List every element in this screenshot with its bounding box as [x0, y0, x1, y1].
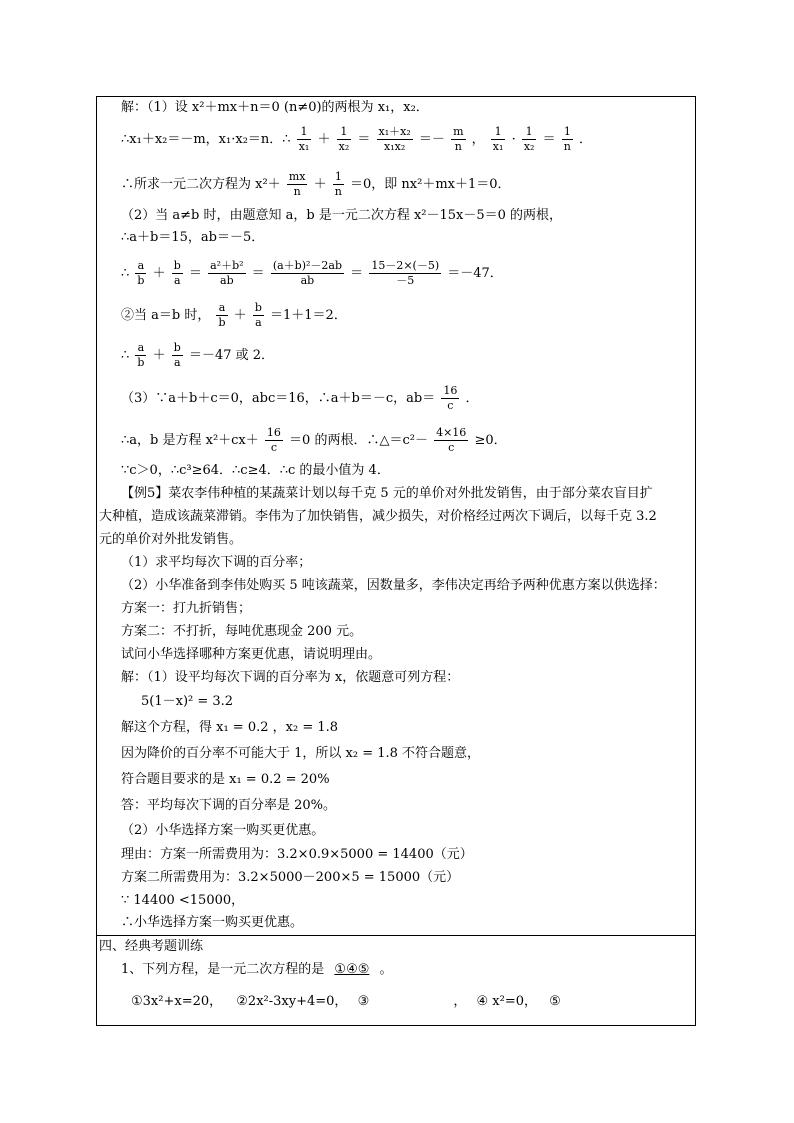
fraction — [271, 259, 344, 288]
text: ∴a，b 是方程 x²＋cx＋ — [121, 433, 259, 448]
text: ＝－ — [418, 132, 445, 147]
op: ＝ — [542, 132, 556, 147]
denominator: n — [293, 185, 301, 198]
op: ＝ — [357, 132, 371, 147]
op: · — [511, 132, 516, 147]
fraction — [491, 125, 506, 154]
section-heading: 四、经典考题训练 — [99, 939, 204, 954]
numerator: 1 — [491, 125, 506, 140]
fraction — [562, 125, 573, 154]
fraction — [297, 125, 312, 154]
numerator: b — [173, 259, 181, 272]
denominator: x₁ — [298, 140, 310, 153]
op: ＋ — [233, 308, 247, 323]
text: 1、下列方程，是一元二次方程的是 — [121, 962, 325, 977]
example-5-line-3: 元的单价对外批发销售。 — [99, 532, 243, 547]
option-5: ⑤ — [549, 994, 561, 1009]
text: ≥0． — [474, 433, 507, 448]
denominator: b — [137, 274, 145, 287]
op: ＝ — [350, 266, 364, 281]
numerator: a — [135, 341, 146, 356]
text: ＝－47 或 2． — [188, 348, 275, 363]
fraction — [522, 125, 537, 154]
denominator: c — [447, 399, 454, 412]
denominator: a — [174, 356, 181, 369]
denominator: n — [563, 140, 571, 153]
text: ＝－47． — [447, 266, 503, 281]
solution-line-7 — [121, 301, 347, 330]
text: ＝0，即 nx²＋mx＋1＝0． — [350, 177, 511, 192]
fraction — [441, 384, 459, 413]
solution-line-11: ∵c＞0，∴c³≥64．∴c≥4．∴c 的最小值为 4． — [121, 463, 390, 478]
solution-line-10 — [121, 426, 507, 455]
text: ＝1＋1＝2． — [270, 308, 347, 323]
denominator: c — [270, 441, 277, 454]
denominator: x₁ — [492, 140, 504, 153]
fraction — [377, 125, 413, 154]
option-4: ④ x²=0， — [476, 994, 538, 1009]
plan-2: 方案二：不打折，每吨优惠现金 200 元。 — [121, 624, 363, 639]
answer-line-4: 符合题目要求的是 x₁ = 0.2 = 20% — [121, 772, 330, 787]
example-5-line-2: 大种植，造成该蔬菜滞销。李伟为了加快销售，减少损失，对价格经过两次下调后，以每千克 3.2 — [99, 509, 657, 524]
option-1: ①3x²+x=20， — [131, 994, 223, 1009]
text: ∴所求一元二次方程为 x²＋ — [121, 177, 281, 192]
denominator: x₂ — [338, 140, 350, 153]
denominator: －5 — [396, 274, 415, 287]
numerator: 1 — [522, 125, 537, 140]
answer-line-5: 答：平均每次下调的百分率是 20%。 — [121, 798, 337, 813]
denominator: b — [218, 316, 226, 329]
answer-line-6: （2）小华选择方案一购买更优惠。 — [121, 823, 325, 838]
op: ＋ — [313, 177, 327, 192]
equation: 5(1－x)² = 3.2 — [141, 694, 234, 709]
fraction — [369, 259, 441, 288]
op: ＝ — [188, 266, 202, 281]
denominator: x₁x₂ — [384, 140, 406, 153]
option-3: ③ — [357, 994, 370, 1009]
numerator: 1 — [337, 125, 352, 140]
exercise-1-options — [131, 993, 561, 1011]
numerator: 1 — [562, 125, 573, 140]
fraction — [216, 301, 227, 330]
numerator: (a＋b)²－2ab — [272, 259, 343, 272]
solution-line-1: 解：（1）设 x²＋mx＋n＝0 (n≠0)的两根为 x₁，x₂． — [121, 100, 429, 115]
row-divider — [96, 935, 696, 936]
op: ＋ — [152, 348, 166, 363]
answer-line-10: ∴小华选择方案一购买更优惠。 — [121, 915, 304, 930]
fraction — [451, 125, 465, 154]
numerator: a — [216, 301, 227, 316]
op: ＋ — [152, 266, 166, 281]
denominator: ab — [300, 274, 315, 287]
fraction — [208, 259, 245, 288]
numerator: 15－2×(－5) — [371, 259, 440, 272]
denominator: n — [334, 185, 342, 198]
fraction — [337, 125, 352, 154]
text: ＝0 的两根．∴△＝c²－ — [289, 433, 428, 448]
solution-line-8 — [121, 341, 274, 370]
solution-line-3 — [121, 170, 511, 199]
answer-line-7: 理由：方案一所需费用为：3.2×0.9×5000 = 14400（元） — [121, 847, 473, 862]
fraction — [172, 259, 183, 288]
example-5-line-1: 【例5】菜农李伟种植的某蔬菜计划以每千克 5 元的单价对外批发销售，由于部分菜农盲目扩 — [121, 486, 653, 501]
denominator: a — [174, 274, 181, 287]
text: ， — [471, 132, 485, 147]
text: ∴x₁＋x₂＝－m，x₁·x₂＝n．∴ — [121, 132, 291, 147]
numerator: a²＋b² — [210, 259, 244, 272]
numerator: b — [173, 341, 181, 354]
answer-line-1: 解：（1）设平均每次下调的百分率为 x，依题意可列方程： — [121, 670, 460, 685]
solution-line-2 — [121, 125, 592, 154]
text: ． — [579, 132, 593, 147]
op: ＋ — [317, 132, 331, 147]
text: 。 — [379, 962, 393, 977]
text: （3）∵a＋b＋c＝0，abc＝16，∴a＋b＝－c，ab＝ — [121, 391, 436, 406]
op: ＝ — [251, 266, 265, 281]
solution-line-6 — [121, 259, 503, 288]
separator: ， — [453, 994, 467, 1009]
numerator: m — [453, 125, 464, 138]
numerator: 1 — [297, 125, 312, 140]
question-prompt: 试问小华选择哪种方案更优惠，请说明理由。 — [121, 647, 382, 662]
fraction — [287, 170, 308, 199]
denominator: c — [448, 441, 455, 454]
answer-line-2: 解这个方程，得 x₁ = 0.2 ，x₂ = 1.8 — [121, 720, 339, 735]
fraction — [434, 426, 468, 455]
fraction — [172, 341, 183, 370]
exercise-1 — [121, 961, 393, 979]
denominator: x₂ — [523, 140, 535, 153]
denominator: b — [137, 356, 145, 369]
fraction — [253, 301, 264, 330]
numerator: 1 — [333, 170, 344, 185]
numerator: 16 — [266, 426, 281, 439]
answer-line-3: 因为降价的百分率不可能大于 1，所以 x₂ = 1.8 不符合题意， — [121, 746, 481, 761]
question-2: （2）小华准备到李伟处购买 5 吨该蔬菜，因数量多，李伟决定再给予两种优惠方案以供选择： — [121, 578, 666, 593]
numerator: a — [135, 259, 146, 274]
numerator: b — [254, 301, 262, 314]
option-2: ②2x²-3xy+4=0， — [236, 994, 348, 1009]
denominator: ab — [220, 274, 234, 287]
denominator: a — [255, 316, 262, 329]
solution-line-9 — [121, 384, 479, 413]
numerator: 16 — [443, 384, 458, 397]
fraction — [135, 341, 146, 370]
numerator: x₁＋x₂ — [378, 125, 411, 138]
answer-blank: ①④⑤ — [334, 962, 370, 977]
denominator: n — [454, 140, 462, 153]
fraction — [265, 426, 283, 455]
numerator: mx — [288, 170, 306, 183]
question-1: （1）求平均每次下调的百分率； — [121, 555, 312, 570]
fraction — [135, 259, 146, 288]
numerator: 4×16 — [436, 426, 467, 439]
answer-line-8: 方案二所需费用为：3.2×5000－200×5 = 15000（元） — [121, 870, 460, 885]
text: ②当 a＝b 时， — [121, 308, 211, 323]
text: ∴ — [121, 348, 130, 363]
text: ∴ — [121, 266, 130, 281]
plan-1: 方案一：打九折销售； — [121, 601, 252, 616]
answer-line-9: ∵ 14400 <15000， — [121, 893, 245, 908]
fraction — [333, 170, 344, 199]
solution-line-4: （2）当 a≠b 时，由题意知 a，b 是一元二次方程 x²－15x－5＝0 的两根， — [121, 208, 563, 223]
text: ． — [465, 391, 479, 406]
solution-line-5: ∴a＋b＝15，ab＝－5． — [121, 230, 265, 245]
